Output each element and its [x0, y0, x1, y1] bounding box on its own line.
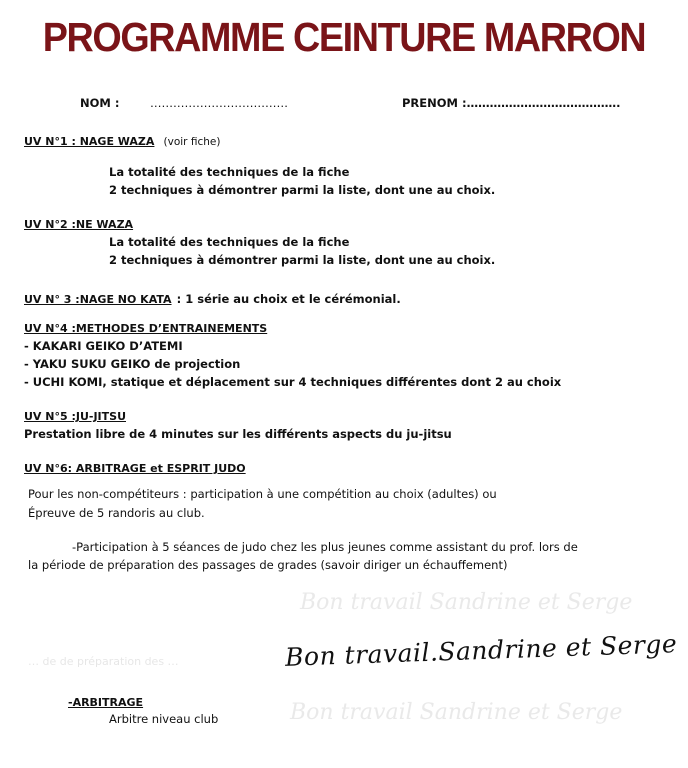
- uv6-line1: Pour les non-compétiteurs : participation à une compétition au choix (adultes) ou: [28, 487, 497, 501]
- uv1-line1: La totalité des techniques de la fiche: [109, 165, 350, 179]
- ghost-signature-2: Bon travail Sandrine et Serge: [290, 700, 623, 725]
- uv1-section: [24, 130, 220, 149]
- uv5-text: Prestation libre de 4 minutes sur les différents aspects du ju-jitsu: [24, 427, 452, 441]
- nom-label: NOM :: [80, 96, 120, 110]
- ghost-text-line: … de de préparation des …: [28, 655, 179, 668]
- arbitrage-text: Arbitre niveau club: [109, 712, 219, 726]
- nom-field: ………………………………: [150, 96, 288, 110]
- uv6-para2: la période de préparation des passages de grades (savoir diriger un échauffement): [28, 558, 508, 572]
- uv6-para1: -Participation à 5 séances de judo chez les plus jeunes comme assistant du prof. lors de: [72, 540, 578, 554]
- uv3-heading: UV N° 3 :NAGE NO KATA: [24, 293, 172, 306]
- prenom-field: PRENOM :………………………………….: [402, 96, 621, 110]
- uv5-heading: UV N°5 :JU-JITSU: [24, 410, 126, 423]
- uv2-line2: 2 techniques à démontrer parmi la liste, dont une au choix.: [109, 253, 496, 267]
- uv2-heading: UV N°2 :NE WAZA: [24, 218, 134, 231]
- signature: Bon travail.Sandrine et Serge: [284, 629, 678, 672]
- uv6-heading: UV N°6: ARBITRAGE et ESPRIT JUDO: [24, 462, 246, 475]
- uv4-item-3: - UCHI KOMI, statique et déplacement sur 4 techniques différentes dont 2 au choix: [24, 375, 562, 389]
- ghost-signature-1: Bon travail Sandrine et Serge: [300, 590, 633, 615]
- uv6-line2: Épreuve de 5 randoris au club.: [28, 506, 205, 520]
- page-title: PROGRAMME CEINTURE MARRON: [42, 14, 646, 60]
- uv3-section: [24, 288, 401, 307]
- uv2-line1: La totalité des techniques de la fiche: [109, 235, 350, 249]
- uv4-item-1: - KAKARI GEIKO D’ATEMI: [24, 339, 183, 353]
- uv1-heading: UV N°1 : NAGE WAZA: [24, 135, 155, 148]
- arbitrage-heading: -ARBITRAGE: [68, 696, 144, 709]
- uv1-line2: 2 techniques à démontrer parmi la liste, dont une au choix.: [109, 183, 496, 197]
- uv4-heading: UV N°4 :METHODES D’ENTRAINEMENTS: [24, 322, 268, 335]
- uv1-note: (voir fiche): [163, 136, 221, 148]
- uv3-text: : 1 série au choix et le cérémonial.: [176, 292, 401, 306]
- uv4-item-2: - YAKU SUKU GEIKO de projection: [24, 357, 241, 371]
